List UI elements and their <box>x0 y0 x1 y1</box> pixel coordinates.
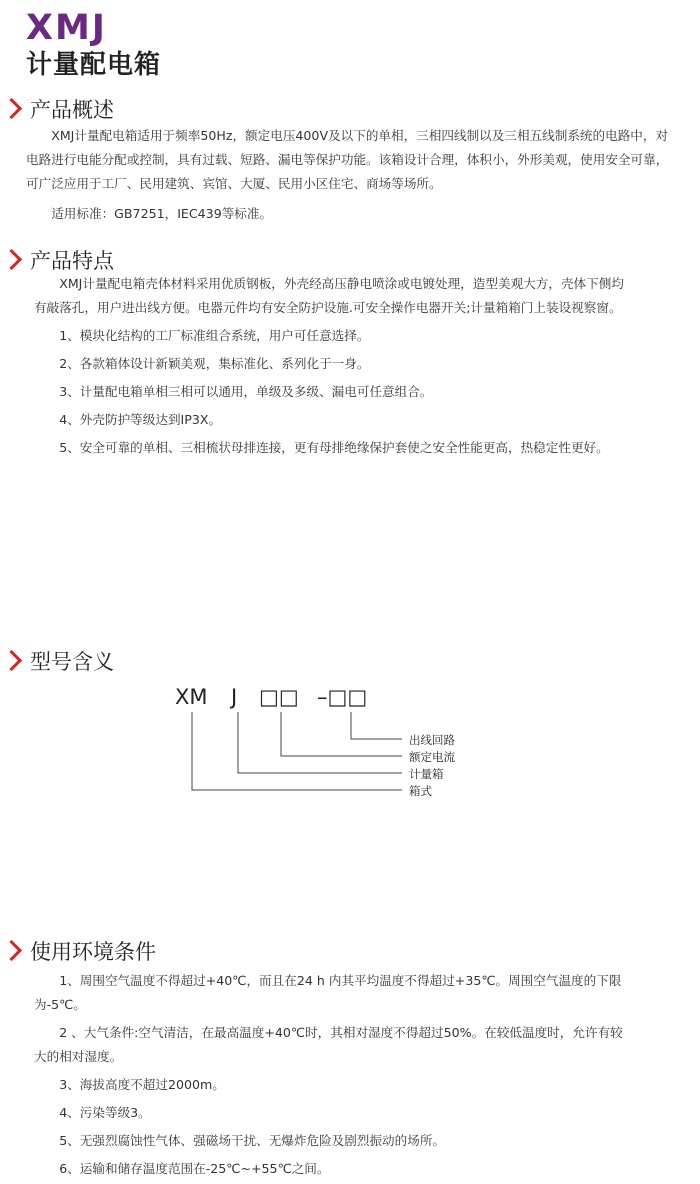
chevron-right-icon <box>1 940 22 961</box>
environment-item: 2 、大气条件:空气清洁，在最高温度+40℃时，其相对湿度不得超过50%。在较低温度时，允许有较大的相对湿度。 <box>34 1025 623 1064</box>
section-title: 使用环境条件 <box>30 940 156 964</box>
product-name: 计量配电箱 <box>26 50 162 80</box>
section-title: 产品概述 <box>30 98 114 122</box>
label-rated-current: 额定电流 <box>409 750 455 764</box>
code-xm: XM <box>175 685 208 709</box>
overview-text <box>26 124 672 226</box>
feature-item: 3、计量配电箱单相三相可以通用，单级及多级、漏电可任意组合。 <box>59 384 433 399</box>
environment-text <box>34 969 624 1181</box>
leader-line-box <box>192 712 402 790</box>
section-header-model <box>4 647 304 677</box>
environment-item: 3、海拔高度不超过2000m。 <box>59 1077 225 1092</box>
overview-paragraph: XMJ计量配电箱适用于频率50Hz，额定电压400V及以下的单相，三相四线制以及三相五线制系统的电路中，对电路进行电能分配或控制，具有过载、短路、漏电等保护功能。该箱设计合理，体积小，外形美观，使用安全可靠，可广泛应用于工厂、民用建筑、宾馆、大厦、民用小区住宅、商场等场所。 <box>26 128 669 191</box>
section-title: 型号含义 <box>30 650 114 674</box>
feature-item: 5、安全可靠的单相、三相梳状母排连接，更有母排绝缘保护套使之安全性能更高，热稳定性更好。 <box>59 440 609 455</box>
environment-item: 5、无强烈腐蚀性气体、强磁场干扰、无爆炸危险及剧烈振动的场所。 <box>59 1133 446 1148</box>
chevron-right-icon <box>1 98 22 119</box>
brand-title: XMJ <box>26 8 107 48</box>
leader-line-meter <box>238 712 402 773</box>
feature-item: 1、模块化结构的工厂标准组合系统，用户可任意选择。 <box>59 328 370 343</box>
features-intro: XMJ计量配电箱壳体材料采用优质钢板，外壳经高压静电喷涂或电镀处理，造型美观大方，壳体下侧均有敲落孔，用户进出线方便。电器元件均有安全防护设施.可安全操作电器开关;计量箱箱门上装设视察窗。 <box>34 276 624 315</box>
section-header-overview <box>4 95 304 125</box>
features-text <box>34 272 624 460</box>
chevron-right-icon <box>1 650 22 671</box>
section-title: 产品特点 <box>30 249 114 273</box>
label-outlets: 出线回路 <box>409 733 455 747</box>
leader-line-outlets <box>351 712 402 739</box>
feature-item: 4、外壳防护等级达到IP3X。 <box>59 412 222 427</box>
chevron-right-icon <box>1 249 22 270</box>
environment-item: 4、污染等级3。 <box>59 1105 151 1120</box>
model-code-diagram <box>170 684 470 804</box>
overview-standard: 适用标准：GB7251，IEC439等标准。 <box>51 206 273 221</box>
environment-item: 1、周围空气温度不得超过+40℃，而且在24 h 内其平均温度不得超过+35℃。周围空气温度的下限为-5℃。 <box>34 973 622 1012</box>
code-box2: –□□ <box>317 685 368 709</box>
section-header-environment <box>4 937 304 967</box>
environment-item: 6、运输和储存温度范围在-25℃~+55℃之间。 <box>59 1161 330 1176</box>
code-j: J <box>231 685 238 709</box>
label-box-type: 箱式 <box>409 784 432 798</box>
leader-line-current <box>281 712 402 756</box>
label-meter-box: 计量箱 <box>409 767 444 781</box>
code-box1: □□ <box>259 685 299 709</box>
feature-item: 2、各款箱体设计新颖美观，集标准化、系列化于一身。 <box>59 356 370 371</box>
